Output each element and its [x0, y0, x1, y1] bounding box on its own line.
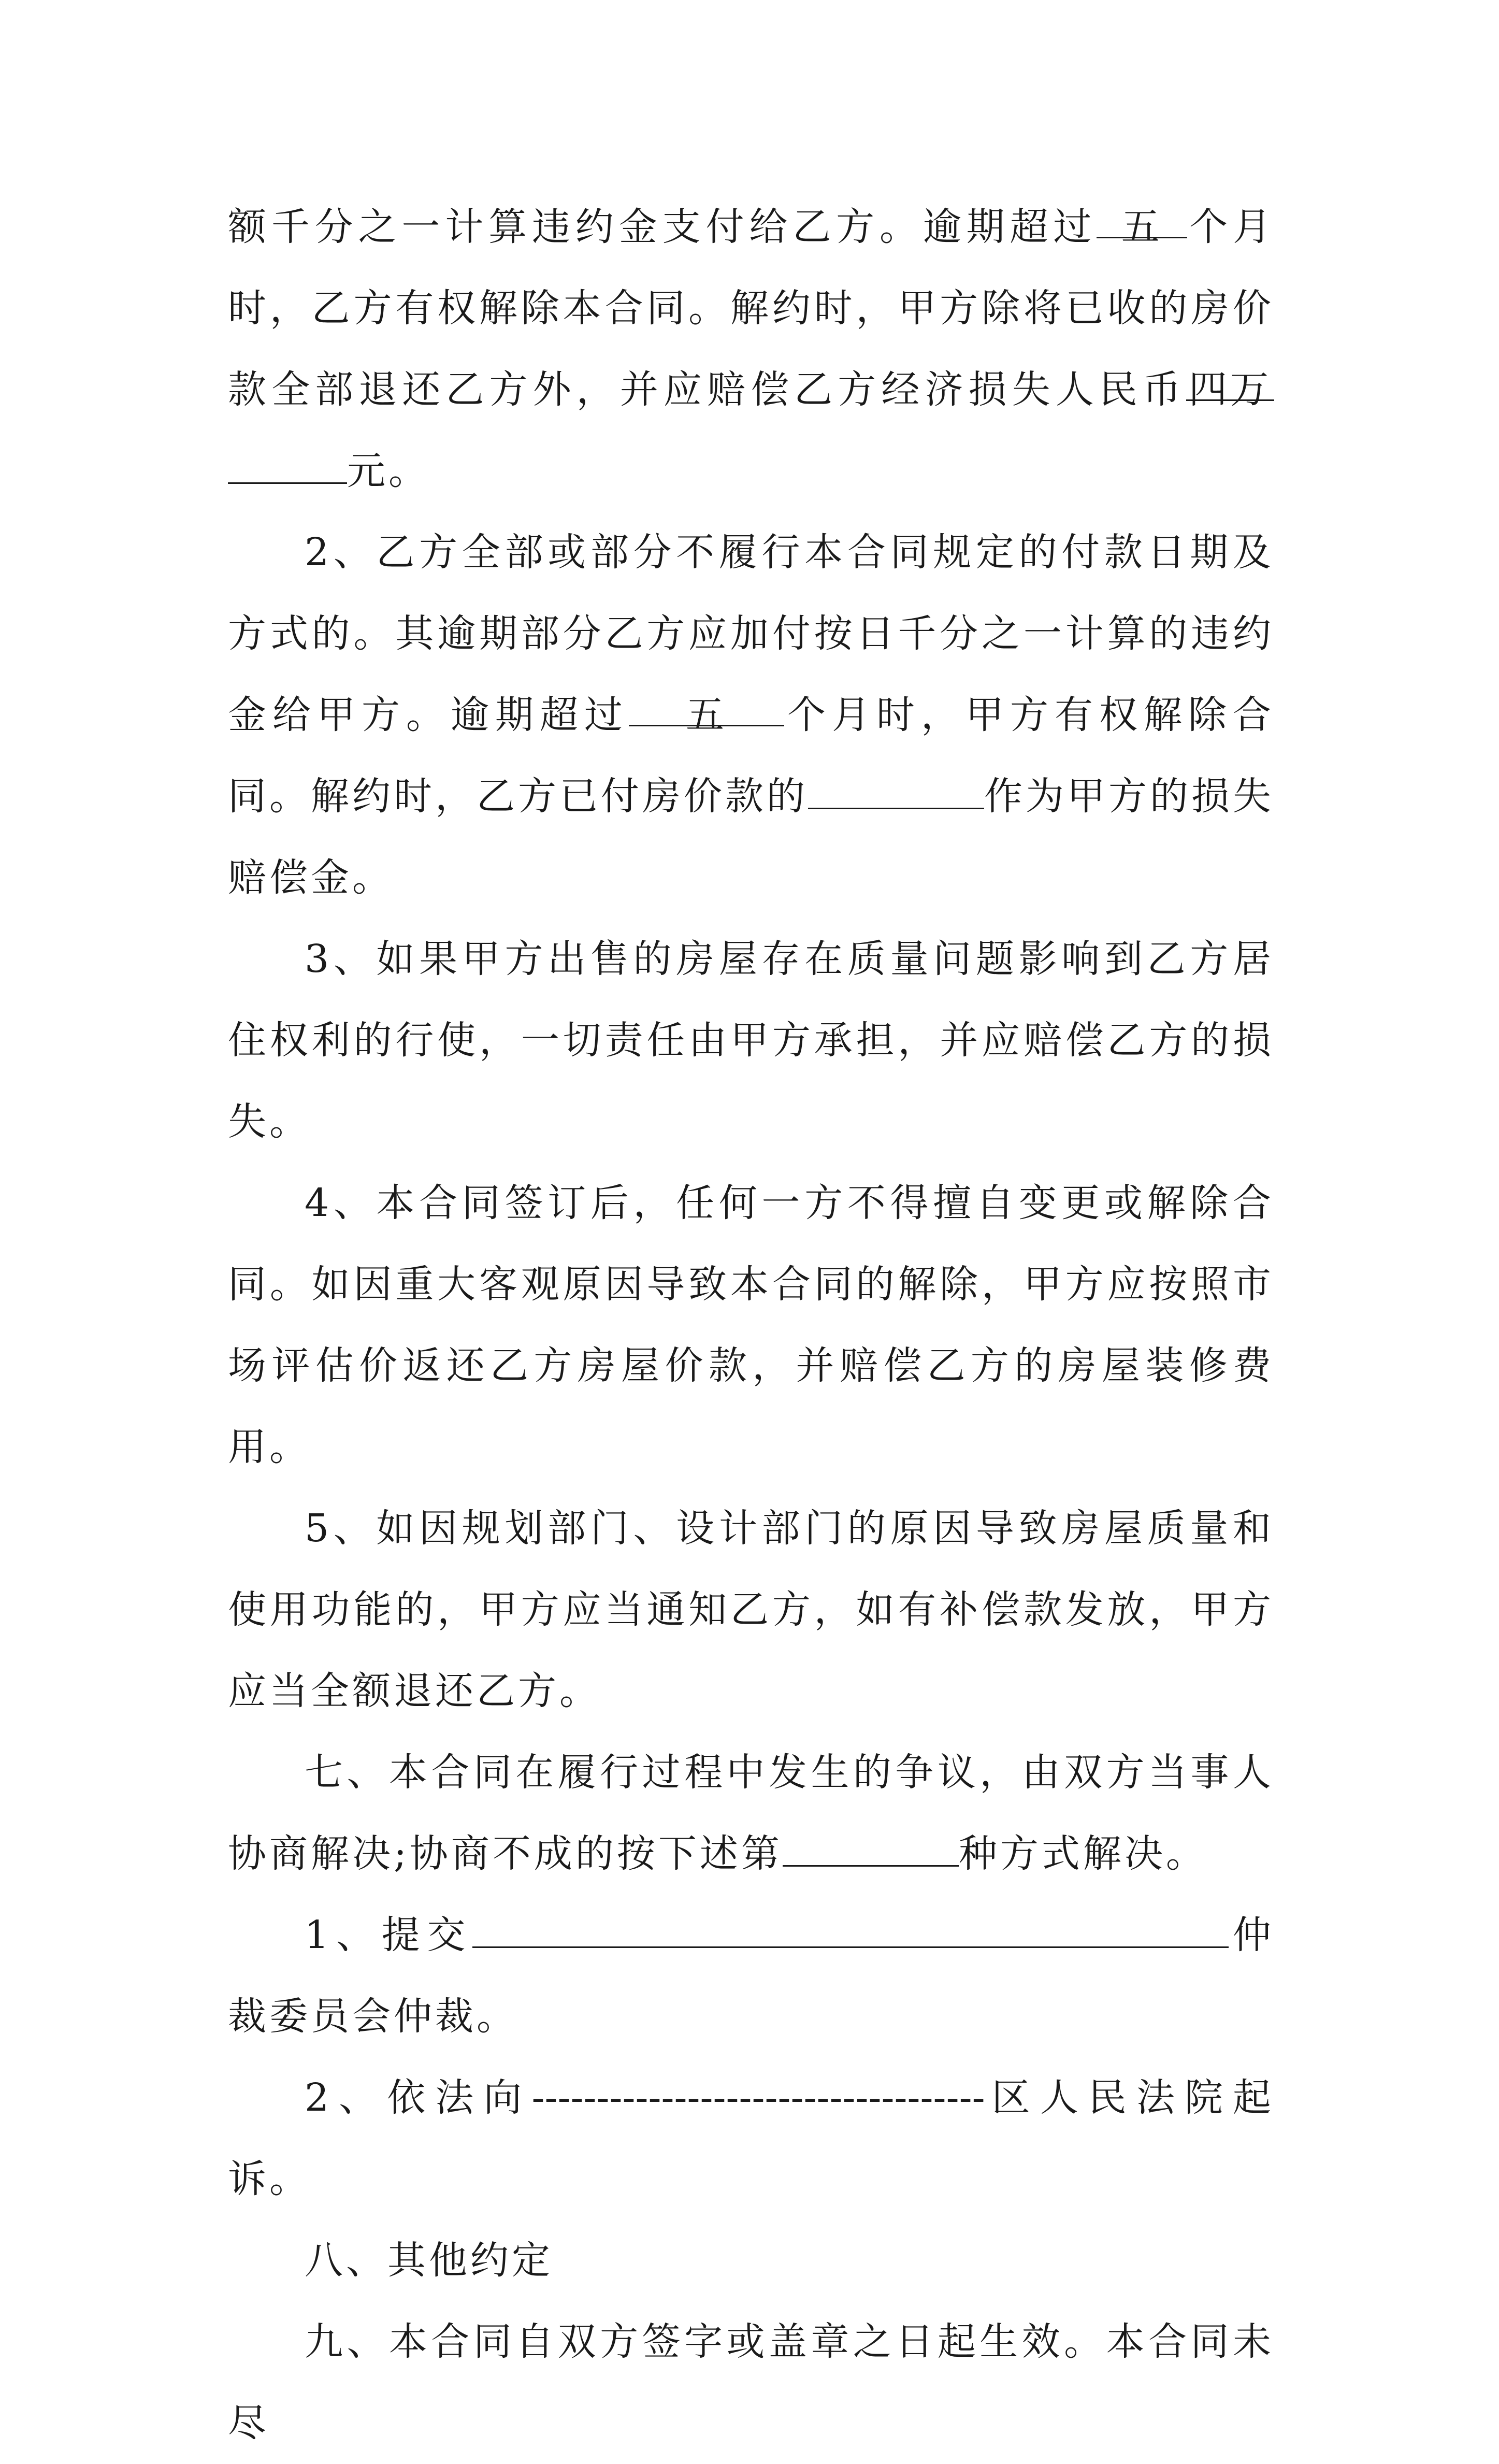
fill-in-blank: [783, 1836, 959, 1867]
fill-in-blank: [472, 1917, 1229, 1948]
fill-in-blank: 五: [629, 696, 784, 726]
fill-in-blank: 四万: [1186, 370, 1274, 401]
contract-paragraph: [228, 1732, 1274, 1895]
contract-paragraph: [228, 2301, 1274, 2464]
fill-in-blank: [808, 779, 984, 809]
paragraph-text: 1、提交: [305, 1913, 473, 1957]
paragraph-text: 八、其他约定: [305, 2238, 553, 2283]
fill-in-blank: 五: [1097, 208, 1187, 238]
paragraph-text: 区人民法院起诉。: [228, 2075, 1274, 2201]
paragraph-text: 个月时，甲方有权解除合同。解约时，乙方已付房价款的: [228, 693, 1274, 819]
contract-paragraph: [228, 1163, 1274, 1488]
contract-paragraph: [228, 1895, 1274, 2057]
paragraph-text: 5、如因规划部门、设计部门的原因导致房屋质量和使用功能的，甲方应当通知乙方，如有补偿款发放，甲方应当全额退还乙方。: [228, 1506, 1274, 1713]
paragraph-text: 3、如果甲方出售的房屋存在质量问题影响到乙方居住权利的行使，一切责任由甲方承担，并应赔偿乙方的损失。: [228, 937, 1274, 1144]
paragraph-text: 4、本合同签订后，任何一方不得擅自变更或解除合同。如因重大客观原因导致本合同的解除，甲方应按照市场评估价返还乙方房屋价款，并赔偿乙方的房屋装修费用。: [228, 1181, 1274, 1469]
paragraph-text: 作为甲方的损失赔偿金。: [228, 774, 1274, 900]
dashed-blank: -----------------------------------: [531, 2075, 985, 2120]
paragraph-text: 七、本合同在履行过程中发生的争议，由双方当事人协商解决;协商不成的按下述第: [228, 1750, 1274, 1876]
paragraph-text: 元。: [347, 449, 430, 493]
paragraph-text: 仲裁委员会仲裁。: [228, 1913, 1274, 2039]
contract-paragraph: [228, 2057, 1274, 2220]
contract-paragraph: [228, 1488, 1274, 1732]
contract-paragraph: [228, 919, 1274, 1163]
contract-paragraph: [228, 2220, 1274, 2301]
paragraph-text: 种方式解决。: [958, 1831, 1207, 1876]
fill-in-blank: [228, 453, 347, 484]
contract-paragraph: [228, 512, 1274, 919]
paragraph-text: 个月时，乙方有权解除本合同。解约时，甲方除将已收的房价款全部退还乙方外，并应赔偿乙方经济损失人民币: [228, 205, 1275, 412]
contract-body: [228, 187, 1274, 2464]
contract-paragraph: [228, 187, 1274, 512]
paragraph-text: 2、乙方全部或部分不履行本合同规定的付款日期及方式的。其逾期部分乙方应加付按日千分之一计算的违约金给甲方。逾期超过: [228, 530, 1274, 737]
paragraph-text: 九、本合同自双方签字或盖章之日起生效。本合同未尽: [228, 2319, 1274, 2445]
paragraph-text: 额千分之一计算违约金支付给乙方。逾期超过: [228, 205, 1097, 249]
paragraph-text: 2、依法向: [305, 2075, 532, 2120]
